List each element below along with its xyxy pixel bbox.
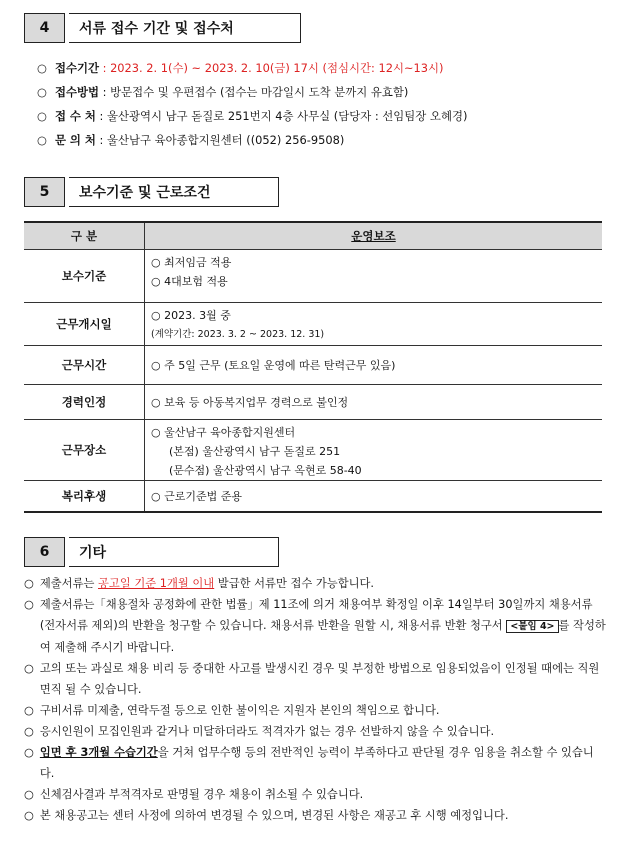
list-item: ○ 응시인원이 모집인원과 같거나 미달하더라도 적격자가 없는 경우 선발하지 않을 수 있습니다. xyxy=(24,725,495,738)
cell-line: ○ 보육 등 아동복지업무 경력으로 불인정 xyxy=(151,395,349,409)
list-item: ○ 신체검사결과 부적격자로 판명될 경우 채용이 취소될 수 있습니다. xyxy=(24,788,364,801)
section-number: 4 xyxy=(24,13,65,43)
section-title: 기타 xyxy=(69,537,279,567)
table-row xyxy=(24,250,602,303)
list-item: ○ 고의 또는 과실로 채용 비리 등 중대한 사고를 발생시킨 경우 및 부정한 방법으로 임용되었음이 인정될 때에는 직원면직 될 수 있습니다. xyxy=(24,662,600,696)
cell-line: (계약기간: 2023. 3. 2 ~ 2023. 12. 31) xyxy=(151,329,325,340)
receipt-method-value: 방문접수 및 우편접수 (접수는 마감일시 도착 분까지 유효함) xyxy=(110,85,409,99)
list-item: ○ 제출서류는「채용절차 공정화에 관한 법률」제 11조에 의거 채용여부 확정일 이후 14일부터 30일까지 채용서류(전자서류 제외)의 반환을 청구할 수 있습니다. 채용서류 반환을 원할 시, 채용서류 반환 청구서 <붙임 4> 를 작성하여 제출해 주시기 바랍니다. xyxy=(24,598,606,654)
inquiry-value: 울산남구 육아종합지원센터 ((052) 256-9508) xyxy=(107,133,345,147)
list-item: ○ 구비서류 미제출, 연락두절 등으로 인한 불이익은 지원자 본인의 책임으로 합니다. xyxy=(24,704,440,717)
cell-line: ○ 최저임금 적용 xyxy=(151,256,232,269)
header-position: 운영보조 xyxy=(351,229,396,243)
receipt-place-row: ○ 접 수 처 : 울산광역시 남구 돋질로 251번지 4층 사무실 (담당자 : 선임팀장 오혜경) xyxy=(37,109,468,123)
section-4-header xyxy=(24,13,301,43)
table-header xyxy=(24,221,602,250)
cell-line: (문수점) 울산광역시 남구 옥현로 58-40 xyxy=(169,464,362,477)
section-5-header xyxy=(24,177,279,207)
table-row xyxy=(24,346,602,385)
section-number: 5 xyxy=(24,177,65,207)
row-label: 보수기준 xyxy=(24,250,145,302)
cell-line: ○ 근로기준법 준용 xyxy=(151,489,242,503)
section-number: 6 xyxy=(24,537,65,567)
receipt-method-row: ○ 접수방법 : 방문접수 및 우편접수 (접수는 마감일시 도착 분까지 유효함) xyxy=(37,85,409,99)
list-item: ○ 임면 후 3개월 수습기간을 거쳐 업무수행 등의 전반적인 능력이 부족하다고 판단될 경우 임용을 취소할 수 있습니다. xyxy=(24,746,594,780)
table-row xyxy=(24,481,602,513)
list-item: ○ 제출서류는 공고일 기준 1개월 이내 발급한 서류만 접수 가능합니다. xyxy=(24,577,375,590)
cell-line: ○ 2023. 3월 중 xyxy=(151,309,231,322)
inquiry-label: 문 의 처 xyxy=(54,133,96,147)
header-category: 구 분 xyxy=(24,223,145,249)
row-label: 경력인정 xyxy=(24,385,145,419)
receipt-method-label: 접수방법 xyxy=(54,85,99,99)
row-label: 근무개시일 xyxy=(24,303,145,345)
table-row xyxy=(24,303,602,346)
section-title: 서류 접수 기간 및 접수처 xyxy=(69,13,301,43)
row-label: 복리후생 xyxy=(24,481,145,511)
receipt-place-value: 울산광역시 남구 돋질로 251번지 4층 사무실 (담당자 : 선임팀장 오혜경) xyxy=(107,109,468,123)
cell-line: ○ 울산남구 육아종합지원센터 xyxy=(151,426,296,439)
inquiry-row: ○ 문 의 처 : 울산남구 육아종합지원센터 ((052) 256-9508) xyxy=(37,133,345,147)
receipt-period-label: 접수기간 xyxy=(54,61,99,75)
section-6-header xyxy=(24,537,279,567)
receipt-period-row: ○ 접수기간 : 2023. 2. 1(수) ~ 2023. 2. 10(금) 17시 (점심시간: 12시~13시) xyxy=(37,61,444,75)
attachment-tag: <붙임 4> xyxy=(506,620,558,633)
table-row xyxy=(24,385,602,420)
cell-line: ○ 주 5일 근무 (토요일 운영에 따른 탄력근무 있음) xyxy=(151,358,396,372)
row-label: 근무장소 xyxy=(24,420,145,480)
section-title: 보수기준 및 근로조건 xyxy=(69,177,279,207)
receipt-period-value: 2023. 2. 1(수) ~ 2023. 2. 10(금) 17시 (점심시간: 12시~13시) xyxy=(110,61,444,75)
cell-line: ○ 4대보험 적용 xyxy=(151,275,228,288)
list-item: ○ 본 채용공고는 센터 사정에 의하여 변경될 수 있으며, 변경된 사항은 재공고 후 시행 예정입니다. xyxy=(24,809,509,822)
table-row xyxy=(24,420,602,481)
cell-line: (본점) 울산광역시 남구 돋질로 251 xyxy=(169,445,341,458)
notes-list xyxy=(24,573,607,826)
conditions-table xyxy=(24,221,602,513)
receipt-place-label: 접 수 처 xyxy=(54,109,96,123)
row-label: 근무시간 xyxy=(24,346,145,384)
